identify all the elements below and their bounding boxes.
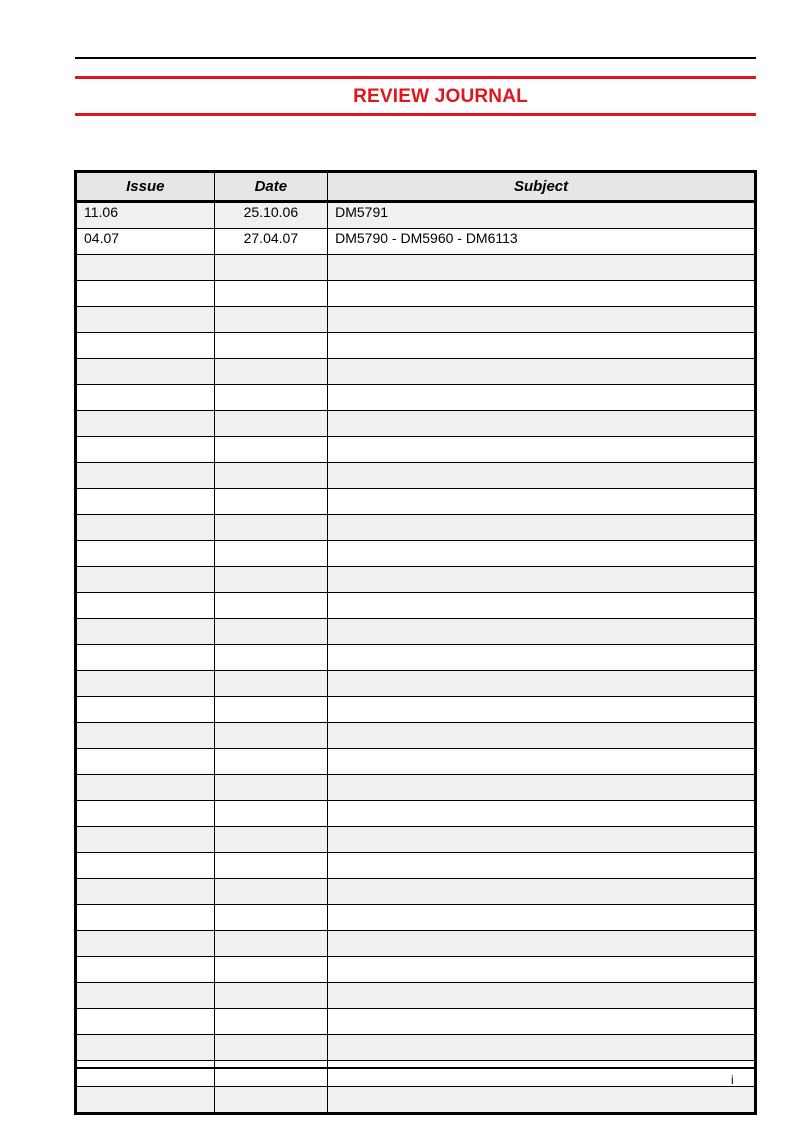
top-rule (75, 57, 756, 59)
cell-date (214, 827, 328, 853)
cell-subject (328, 463, 756, 489)
bottom-rule (75, 1067, 756, 1069)
cell-subject (328, 333, 756, 359)
table-row (76, 463, 756, 489)
cell-issue (76, 515, 215, 541)
cell-issue (76, 931, 215, 957)
table-row (76, 645, 756, 671)
cell-issue (76, 593, 215, 619)
cell-date (214, 385, 328, 411)
cell-subject (328, 255, 756, 281)
table-row (76, 957, 756, 983)
cell-subject (328, 515, 756, 541)
cell-issue (76, 671, 215, 697)
cell-date (214, 567, 328, 593)
cell-issue (76, 1009, 215, 1035)
table-row (76, 671, 756, 697)
table-row (76, 255, 756, 281)
cell-issue (76, 489, 215, 515)
table-row (76, 905, 756, 931)
cell-date (214, 671, 328, 697)
cell-subject (328, 983, 756, 1009)
table-row (76, 749, 756, 775)
cell-date (214, 1061, 328, 1087)
cell-subject (328, 593, 756, 619)
table-row (76, 879, 756, 905)
cell-issue (76, 1061, 215, 1087)
table-row (76, 515, 756, 541)
cell-issue (76, 619, 215, 645)
title-rule-top (75, 76, 756, 79)
cell-date (214, 1035, 328, 1061)
cell-issue (76, 437, 215, 463)
cell-date: 27.04.07 (214, 229, 328, 255)
table-row (76, 1061, 756, 1087)
table-row (76, 801, 756, 827)
cell-subject (328, 1009, 756, 1035)
cell-subject (328, 853, 756, 879)
table-row (76, 697, 756, 723)
cell-subject (328, 359, 756, 385)
cell-subject (328, 307, 756, 333)
header-subject: Subject (328, 172, 756, 202)
table-row (76, 202, 756, 229)
title-rule-bottom (75, 113, 756, 116)
cell-subject (328, 931, 756, 957)
cell-subject (328, 489, 756, 515)
table-row (76, 489, 756, 515)
cell-subject (328, 567, 756, 593)
header-date: Date (214, 172, 328, 202)
cell-date (214, 645, 328, 671)
cell-issue (76, 281, 215, 307)
cell-date (214, 853, 328, 879)
cell-subject (328, 645, 756, 671)
table-header-row (76, 172, 756, 202)
cell-subject (328, 385, 756, 411)
cell-issue (76, 359, 215, 385)
cell-subject (328, 749, 756, 775)
cell-date (214, 697, 328, 723)
table-row (76, 931, 756, 957)
cell-date (214, 775, 328, 801)
table-row (76, 1087, 756, 1114)
cell-date (214, 593, 328, 619)
cell-issue (76, 307, 215, 333)
cell-subject (328, 879, 756, 905)
cell-date (214, 489, 328, 515)
cell-subject (328, 905, 756, 931)
cell-subject (328, 723, 756, 749)
cell-date (214, 619, 328, 645)
review-journal-table (74, 170, 757, 1115)
cell-date (214, 255, 328, 281)
table-row (76, 229, 756, 255)
cell-date (214, 931, 328, 957)
cell-issue (76, 255, 215, 281)
cell-issue (76, 567, 215, 593)
cell-date (214, 307, 328, 333)
cell-date (214, 1009, 328, 1035)
table-row (76, 307, 756, 333)
page-number: i (731, 1073, 734, 1087)
cell-issue (76, 853, 215, 879)
cell-subject (328, 957, 756, 983)
table-row (76, 281, 756, 307)
cell-subject (328, 1087, 756, 1114)
cell-issue (76, 827, 215, 853)
table-row (76, 619, 756, 645)
cell-date (214, 411, 328, 437)
cell-date (214, 437, 328, 463)
table-row (76, 723, 756, 749)
cell-date (214, 905, 328, 931)
table-row (76, 437, 756, 463)
cell-date (214, 879, 328, 905)
cell-date (214, 541, 328, 567)
cell-issue (76, 723, 215, 749)
cell-date (214, 333, 328, 359)
cell-issue (76, 801, 215, 827)
cell-issue (76, 879, 215, 905)
cell-issue (76, 463, 215, 489)
page-title: REVIEW JOURNAL (353, 86, 528, 107)
header-issue: Issue (76, 172, 215, 202)
cell-subject (328, 775, 756, 801)
cell-subject (328, 541, 756, 567)
cell-issue (76, 749, 215, 775)
cell-date (214, 801, 328, 827)
table-row (76, 983, 756, 1009)
table-row (76, 775, 756, 801)
table-body (76, 202, 756, 1114)
table-row (76, 853, 756, 879)
cell-issue: 04.07 (76, 229, 215, 255)
cell-subject (328, 801, 756, 827)
cell-date (214, 281, 328, 307)
cell-subject (328, 1035, 756, 1061)
cell-subject (328, 411, 756, 437)
table-row (76, 541, 756, 567)
cell-subject (328, 697, 756, 723)
cell-issue (76, 697, 215, 723)
cell-issue: 11.06 (76, 202, 215, 229)
cell-issue (76, 541, 215, 567)
cell-issue (76, 905, 215, 931)
cell-issue (76, 411, 215, 437)
cell-issue (76, 983, 215, 1009)
cell-subject (328, 1061, 756, 1087)
cell-subject (328, 619, 756, 645)
table-row (76, 385, 756, 411)
cell-issue (76, 645, 215, 671)
cell-subject (328, 437, 756, 463)
cell-subject (328, 671, 756, 697)
cell-subject: DM5790 - DM5960 - DM6113 (328, 229, 756, 255)
table-row (76, 1009, 756, 1035)
cell-date (214, 983, 328, 1009)
table-row (76, 567, 756, 593)
cell-date (214, 723, 328, 749)
table-row (76, 593, 756, 619)
cell-issue (76, 333, 215, 359)
cell-issue (76, 775, 215, 801)
cell-issue (76, 1087, 215, 1114)
table-row (76, 359, 756, 385)
table-row (76, 411, 756, 437)
cell-issue (76, 385, 215, 411)
cell-subject (328, 281, 756, 307)
table-row (76, 333, 756, 359)
cell-date (214, 515, 328, 541)
cell-date (214, 463, 328, 489)
table-row (76, 1035, 756, 1061)
cell-issue (76, 1035, 215, 1061)
table-row (76, 827, 756, 853)
cell-date: 25.10.06 (214, 202, 328, 229)
cell-issue (76, 957, 215, 983)
cell-date (214, 1087, 328, 1114)
cell-subject: DM5791 (328, 202, 756, 229)
cell-date (214, 957, 328, 983)
cell-date (214, 749, 328, 775)
cell-date (214, 359, 328, 385)
cell-subject (328, 827, 756, 853)
